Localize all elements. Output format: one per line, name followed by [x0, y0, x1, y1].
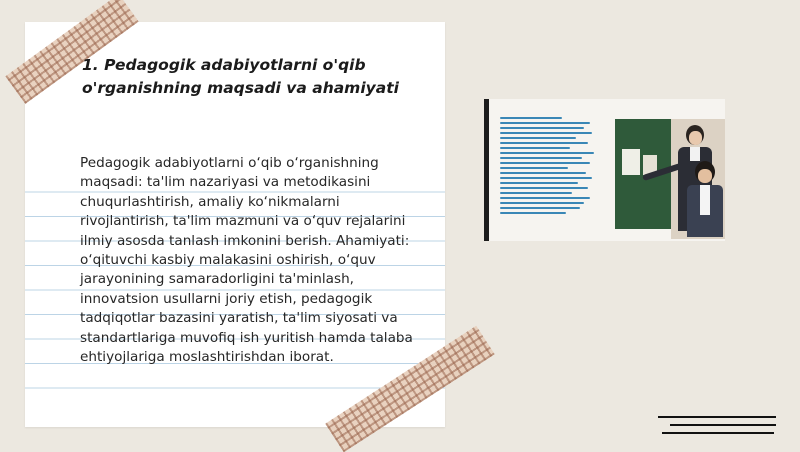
- board-poster: [622, 149, 640, 175]
- slide-body-text: Pedagogik adabiyotlarni o‘qib o‘rganishning maqsadi: ta'lim nazariyasi va metodikasini chuqurlashtirish, amaliy ko‘nikmalarni rivojlantirish, ta'lim mazmuni va o‘quv rejalarini ilmiy asosda tanlash imkonini berish. Ahamiyati: o‘qituvchi kasbiy malakasini oshirish, o‘quv jarayonining samaradorligini ta'minlash, innovatsion usullarni joriy etish, pedagogik tadqiqotlar bazasini yaratish, ta'lim siyosati va standartlariga muvofiq ish yuritish hamda talaba ehtiyojlariga moslashtirishdan iborat.: [80, 155, 413, 366]
- decorative-lines: [658, 416, 776, 440]
- photo-accent-bar: [484, 99, 489, 241]
- student-figure: [687, 161, 723, 237]
- classroom-photo: [484, 99, 725, 241]
- photo-text-block: [500, 117, 596, 217]
- slide-title: 1. Pedagogik adabiyotlarni o'qib o'rganishning maqsadi va ahamiyati: [82, 56, 399, 97]
